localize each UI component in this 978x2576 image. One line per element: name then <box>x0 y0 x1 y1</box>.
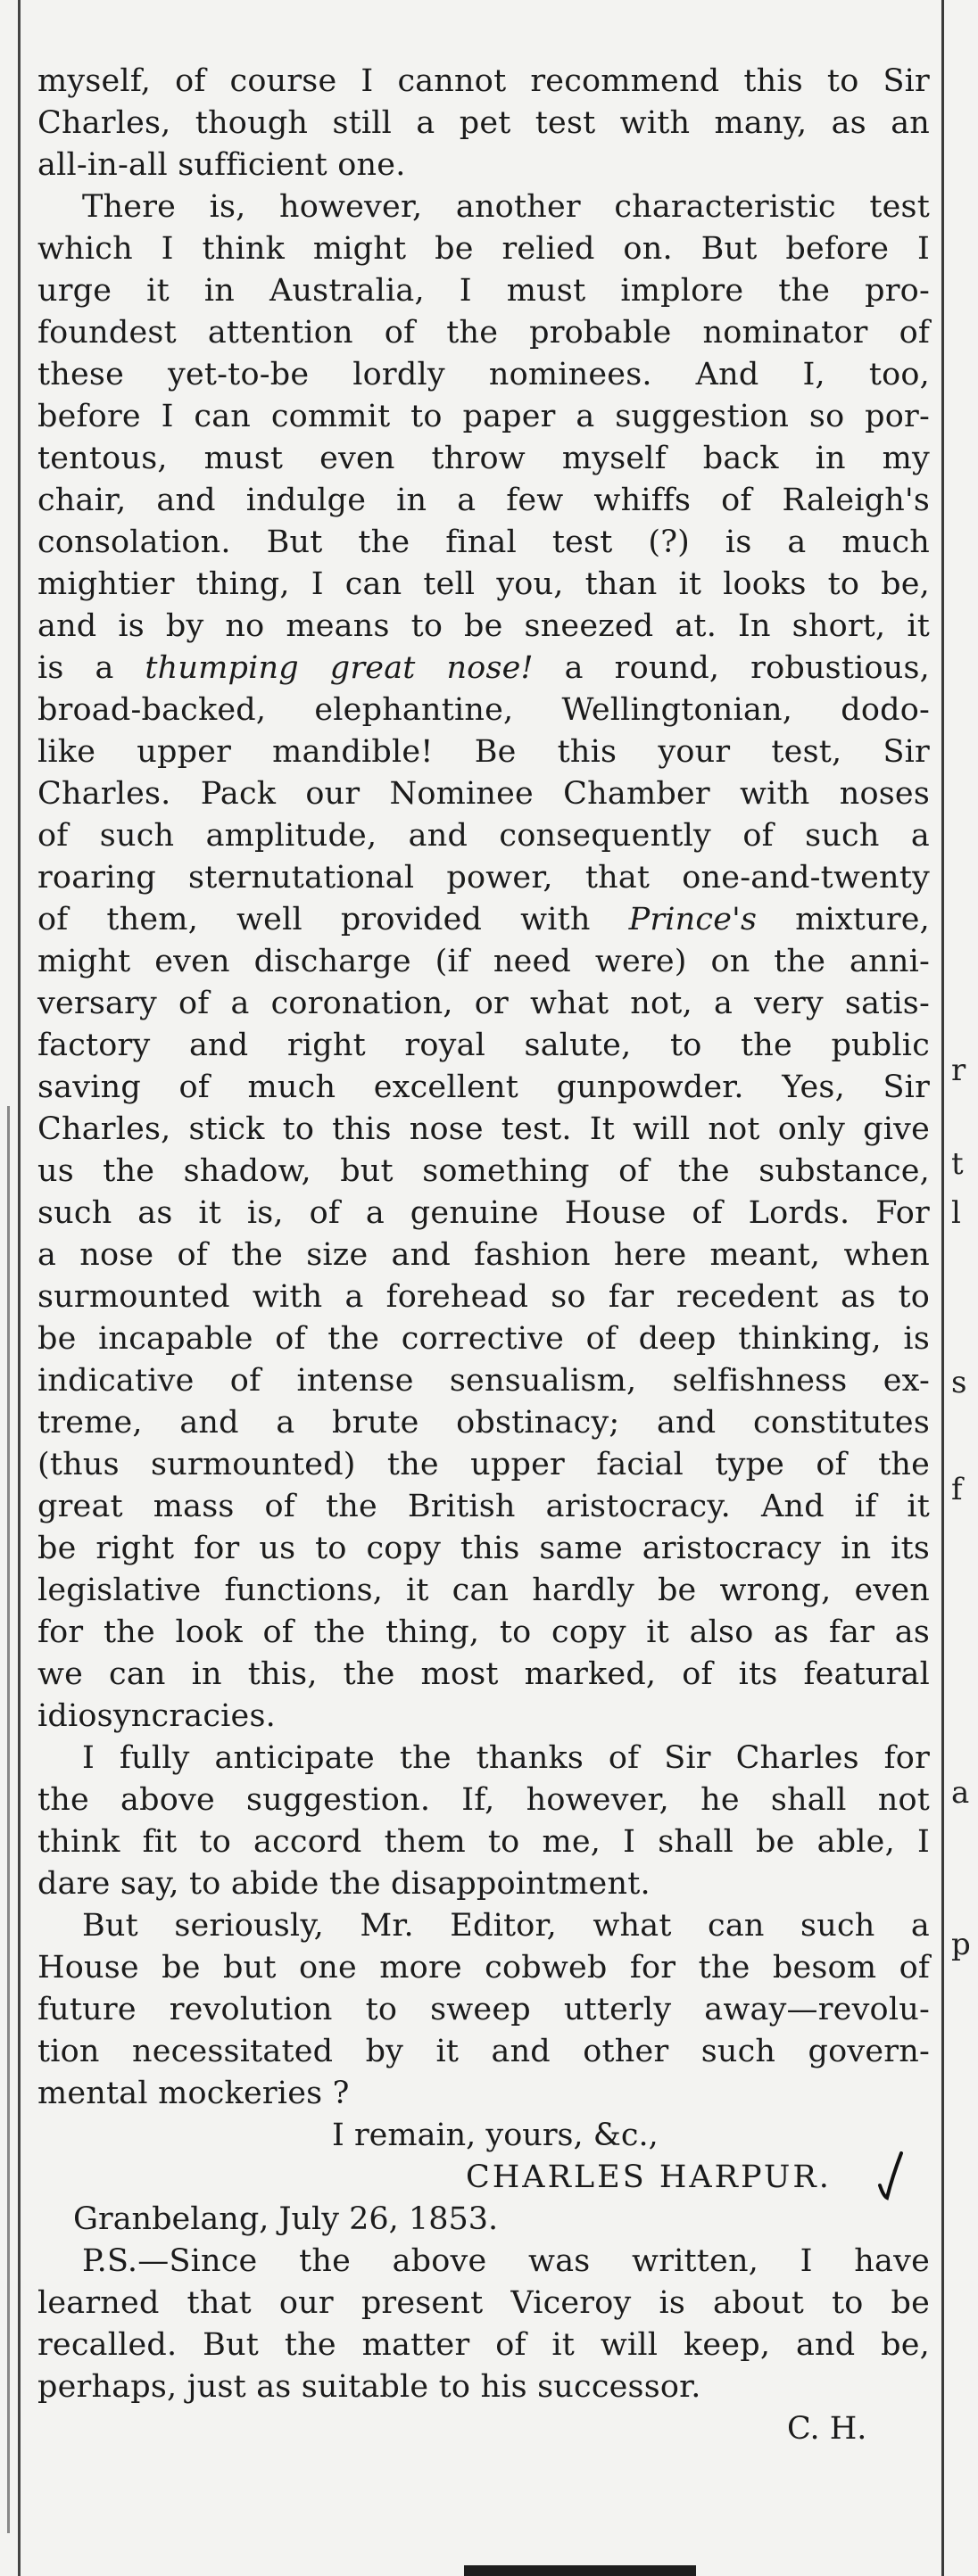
text-line: I fully anticipate the thanks of Sir Charles for <box>82 1740 930 1776</box>
edge-fragment: a <box>951 1775 970 1811</box>
column-rule-outer <box>7 1106 10 2533</box>
dateline: Granbelang, July 26, 1853. <box>73 2201 499 2237</box>
text-line: myself, of course I cannot recommend this to Sir <box>37 63 930 99</box>
text-line: But seriously, Mr. Editor, what can such a <box>82 1908 930 1944</box>
text-line: broad-backed, elephantine, Wellingtonian, dodo- <box>37 692 930 728</box>
text-line: which I think might be relied on. But before I <box>37 231 930 267</box>
text-line: great mass of the British aristocracy. And if it <box>37 1489 930 1524</box>
text-line: factory and right royal salute, to the public <box>37 1028 930 1063</box>
text-line: of such amplitude, and consequently of such a <box>37 818 930 854</box>
text-line: us the shadow, but something of the substance, <box>37 1153 930 1189</box>
author-signature: CHARLES HARPUR. <box>466 2159 832 2195</box>
text-line: saving of much excellent gunpowder. Yes, Sir <box>37 1069 930 1105</box>
text-line: and is by no means to be sneezed at. In short, it <box>37 608 930 644</box>
edge-fragment: s <box>951 1365 967 1400</box>
text-line: legislative functions, it can hardly be wrong, even <box>37 1573 930 1608</box>
text-line: perhaps, just as suitable to his successor. <box>37 2369 701 2405</box>
text-line: future revolution to sweep utterly away—revolu- <box>37 1992 930 2027</box>
text-line: mental mockeries ? <box>37 2076 350 2111</box>
text-line: recalled. But the matter of it will keep, and be, <box>37 2327 930 2363</box>
text-line: chair, and indulge in a few whiffs of Raleigh's <box>37 483 930 518</box>
text-line: think fit to accord them to me, I shall be able, I <box>37 1824 930 1860</box>
column-rule-right <box>941 0 944 2576</box>
text-line: be right for us to copy this same aristocracy in its <box>37 1531 930 1566</box>
text-line: such as it is, of a genuine House of Lords. For <box>37 1195 930 1231</box>
text-line: surmounted with a forehead so far recedent as to <box>37 1279 930 1315</box>
postscript <box>37 2241 930 2408</box>
text-line: like upper mandible! Be this your test, Sir <box>37 734 930 770</box>
bottom-rule <box>464 2565 696 2576</box>
text-line: we can in this, the most marked, of its featural <box>37 1656 930 1692</box>
text-line: mightier thing, I can tell you, than it looks to be, <box>37 566 930 602</box>
edge-fragment: p <box>951 1927 971 1962</box>
text-line: consolation. But the final test (?) is a much <box>37 524 930 560</box>
text-line: these yet-to-be lordly nominees. And I, too, <box>37 357 930 392</box>
signature-line <box>37 2157 930 2199</box>
text-line: Charles. Pack our Nominee Chamber with noses <box>37 776 930 812</box>
text-line: all-in-all sufficient one. <box>37 147 406 183</box>
text-line: roaring sternutational power, that one-and-twenty <box>37 860 930 896</box>
text-line: urge it in Australia, I must implore the pro- <box>37 273 930 309</box>
text-line: House be but one more cobweb for the besom of <box>37 1950 930 1986</box>
edge-fragment: f <box>951 1472 963 1507</box>
text-line: Charles, stick to this nose test. It will not only give <box>37 1111 930 1147</box>
text-line: before I can commit to paper a suggestion so por- <box>37 399 930 434</box>
text-line: tentous, must even throw myself back in my <box>37 441 930 476</box>
check-mark-icon <box>874 2150 905 2203</box>
text-line: There is, however, another characteristic test <box>82 189 930 225</box>
closing-text: I remain, yours, &c., <box>332 2118 659 2153</box>
text-line: tion necessitated by it and other such govern- <box>37 2034 930 2069</box>
column-rule-left <box>18 0 21 2576</box>
text-line: P.S.—Since the above was written, I have <box>82 2243 930 2279</box>
text-line: is a thumping great nose! a round, robustious, <box>37 650 931 686</box>
edge-fragment: t <box>951 1146 964 1182</box>
author-initials: C. H. <box>787 2411 867 2447</box>
text-line: for the look of the thing, to copy it also as far as <box>37 1614 930 1650</box>
dateline-row <box>37 2199 930 2241</box>
initials-row <box>37 2408 930 2450</box>
closing-line <box>37 2115 930 2157</box>
article-body <box>37 61 930 2115</box>
text-line: foundest attention of the probable nominator of <box>37 315 930 351</box>
edge-fragment: r <box>951 1053 966 1088</box>
text-line: treme, and a brute obstinacy; and constitutes <box>37 1405 930 1441</box>
text-line: learned that our present Viceroy is about to be <box>37 2285 930 2321</box>
text-line: a nose of the size and fashion here meant, when <box>37 1237 930 1273</box>
text-line: be incapable of the corrective of deep thinking, is <box>37 1321 930 1357</box>
text-line: the above suggestion. If, however, he shall not <box>37 1782 930 1818</box>
edge-fragment: l <box>951 1195 961 1231</box>
text-line: idiosyncracies. <box>37 1698 276 1734</box>
text-line: versary of a coronation, or what not, a very satis- <box>37 986 930 1021</box>
text-line: (thus surmounted) the upper facial type of the <box>37 1447 930 1482</box>
text-line: dare say, to abide the disappointment. <box>37 1866 651 1902</box>
text-line: indicative of intense sensualism, selfishness ex- <box>37 1363 930 1399</box>
text-line: Charles, though still a pet test with many, as an <box>37 105 930 141</box>
text-line: might even discharge (if need were) on the anni- <box>37 944 930 979</box>
text-line: of them, well provided with Prince's mixture, <box>37 902 930 937</box>
article-column <box>37 61 930 2450</box>
